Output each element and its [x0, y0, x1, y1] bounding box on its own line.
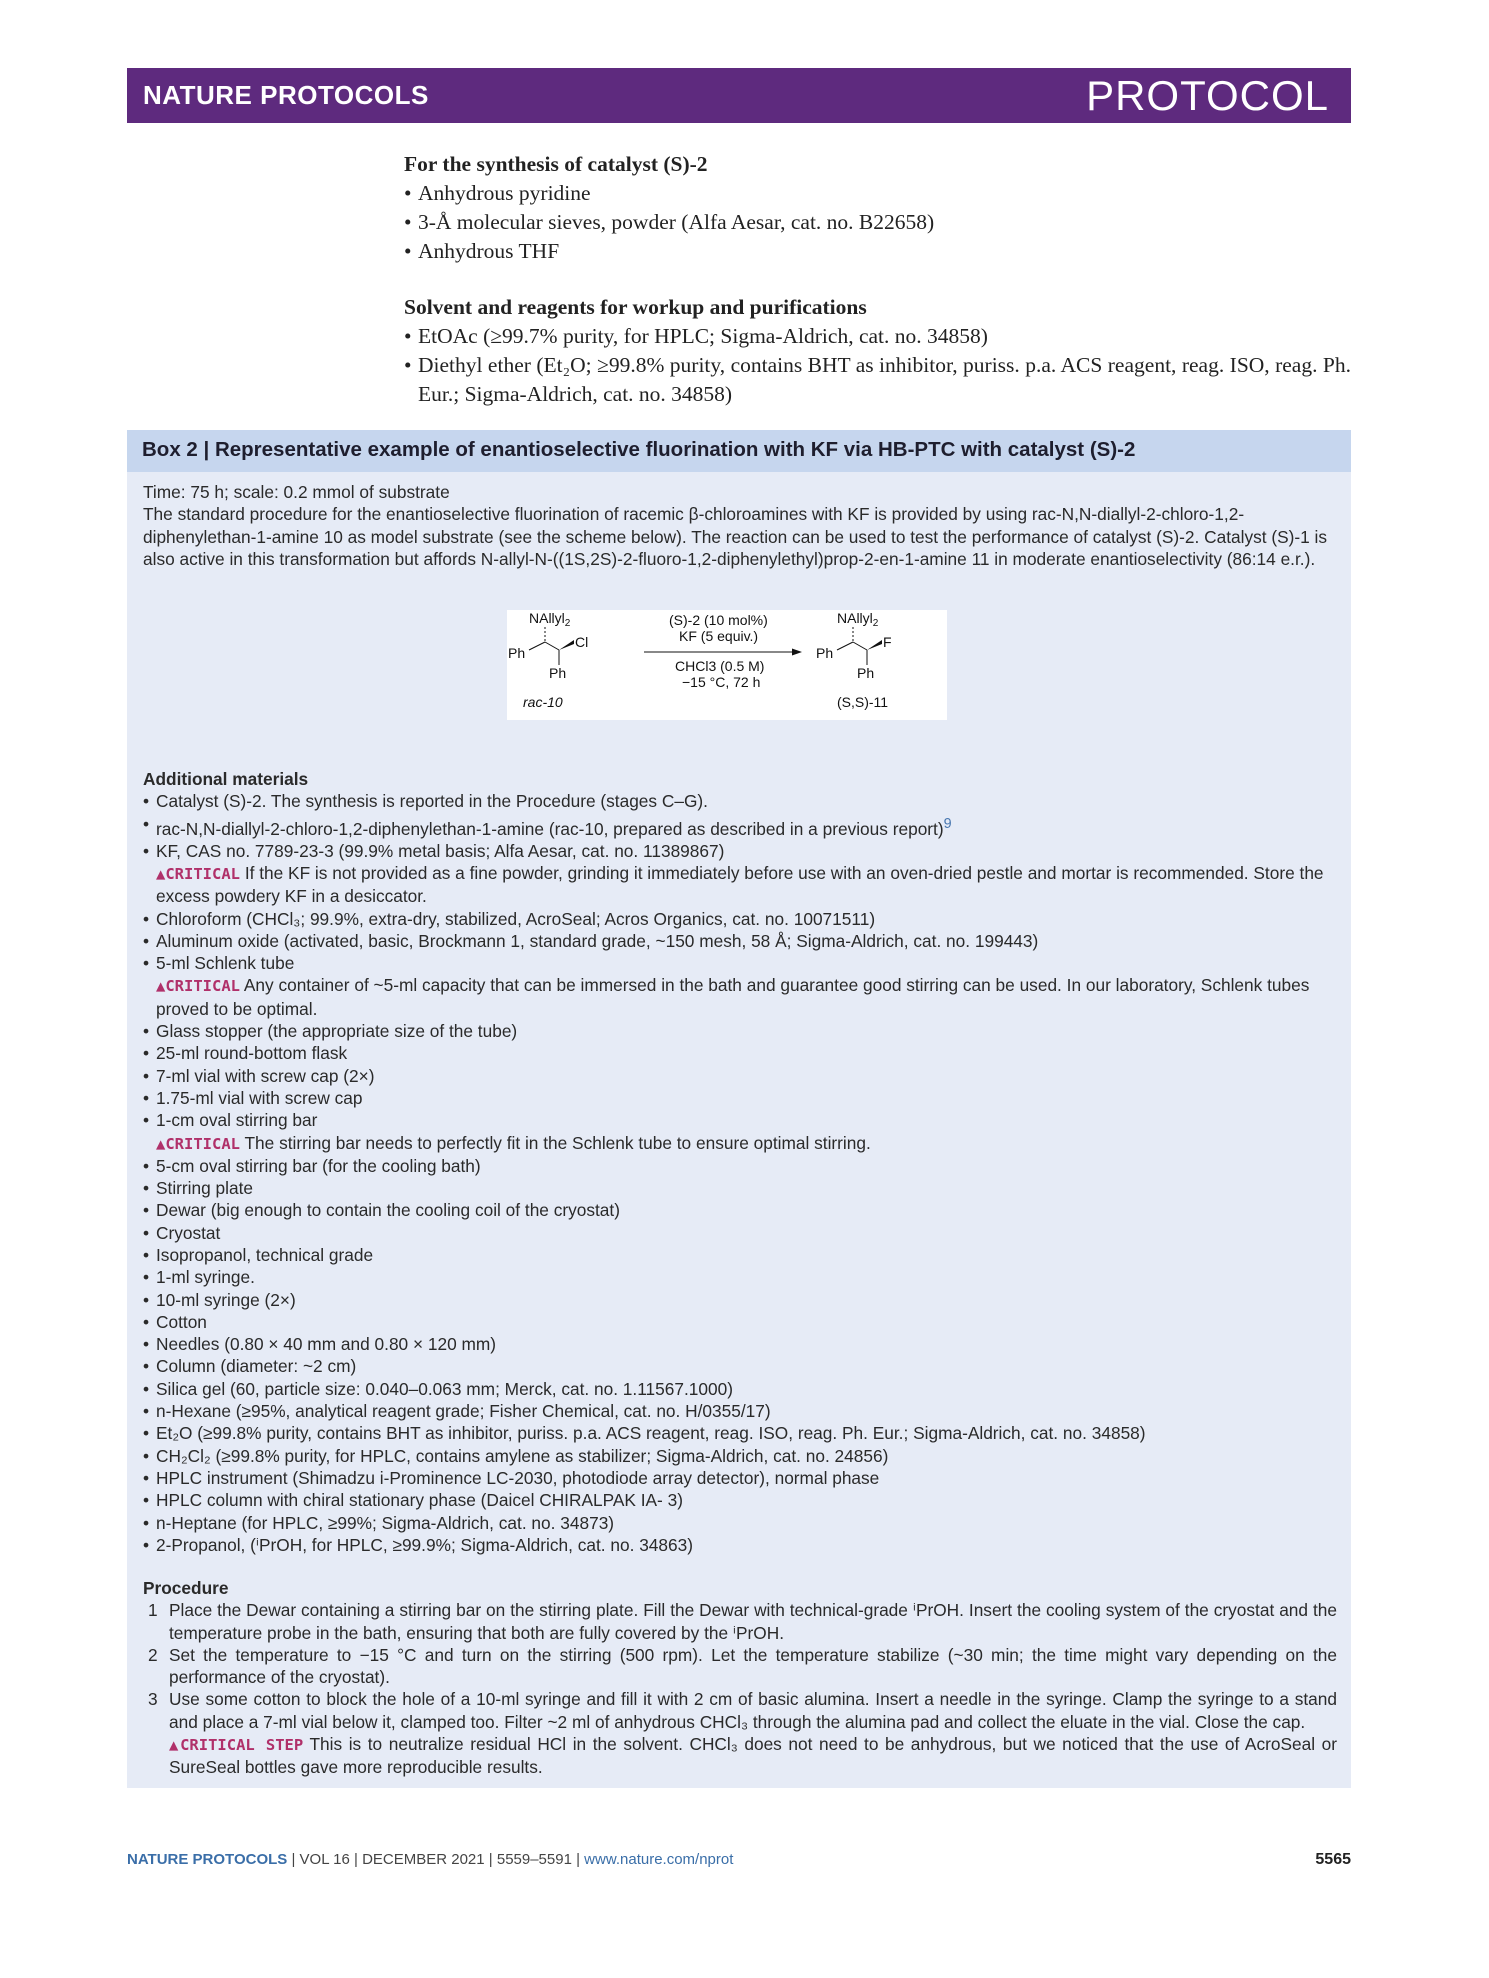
material-item: [143, 1155, 1337, 1177]
material-text: HPLC instrument (Shimadzu i-Prominence LC-2030, photodiode array detector), normal phase: [156, 1467, 880, 1488]
material-item: [143, 813, 1337, 840]
material-item: [143, 840, 1337, 862]
critical-step-note: [169, 1733, 1337, 1779]
material-text: Glass stopper (the appropriate size of the tube): [156, 1021, 518, 1042]
material-item: [143, 1311, 1337, 1333]
material-text: Dewar (big enough to contain the cooling coil of the cryostat): [156, 1200, 620, 1221]
condition-temperature: −15 °C, 72 h: [682, 674, 761, 690]
material-item: [143, 908, 1337, 930]
material-item: [143, 1445, 1337, 1467]
material-text: CH₂Cl₂ (≥99.8% purity, for HPLC, contains amylene as stabilizer; Sigma-Aldrich, cat. no. 24856): [156, 1445, 889, 1466]
material-item: [143, 1355, 1337, 1377]
material-item: [143, 1289, 1337, 1311]
critical-step-tag: ▲CRITICAL STEP: [169, 1736, 304, 1755]
footer-info: | VOL 16 | DECEMBER 2021 | 5559–5591 |: [287, 1851, 585, 1868]
top-materials: [404, 150, 1351, 409]
material-item: [143, 1087, 1337, 1109]
material-item: [143, 1222, 1337, 1244]
journal-name: NATURE PROTOCOLS: [143, 80, 429, 110]
material-item: [143, 1266, 1337, 1288]
product-bond: [853, 642, 867, 650]
box-2: [127, 430, 1351, 1788]
materials-list: [143, 790, 1337, 1556]
product-amine: NAllyl$_2$: [837, 610, 879, 629]
material-text: Isopropanol, technical grade: [156, 1245, 374, 1265]
additional-materials: [143, 768, 1337, 1556]
critical-note: [143, 974, 1337, 1020]
reactant-bond: [545, 642, 559, 650]
footer-url[interactable]: www.nature.com/nprot: [584, 1851, 734, 1868]
step-text: Use some cotton to block the hole of a 10-ml syringe and fill it with 2 cm of basic alumina. Insert a needle in the syringe. Clamp the syringe to a stand and place a 7-ml vial below it, clamped too. Filter ~2 ml of anhydrous CHCl₃ through the alumina pad and collect the eluate in the vial. Close the cap.: [169, 1689, 1337, 1732]
material-item: [143, 1109, 1337, 1131]
reactant-phenyl: Ph: [508, 645, 526, 661]
section-title: Solvent and reagents for workup and purifications: [404, 295, 867, 319]
product-fluoro: F: [883, 634, 892, 650]
box-time: Time: 75 h; scale: 0.2 mmol of substrate: [143, 482, 450, 502]
material-item: [143, 1333, 1337, 1355]
material-text: Chloroform (CHCl₃; 99.9%, extra-dry, stabilized, AcroSeal; Acros Organics, cat. no. 10071511): [156, 908, 876, 929]
section-title: For the synthesis of catalyst (S)-2: [404, 152, 708, 176]
material-text: Aluminum oxide (activated, basic, Brockmann 1, standard grade, ~150 mesh, 58 Å; Sigma-Aldrich, cat. no. 199443): [156, 930, 1039, 951]
page-number: 5565: [1315, 1851, 1351, 1868]
box-intro: [143, 481, 1337, 570]
material-item: [143, 952, 1337, 974]
material-item: [143, 790, 1337, 812]
procedure: [143, 1577, 1337, 1779]
product-stereo-wedge: [867, 640, 882, 650]
procedure-title: Procedure: [143, 1578, 229, 1598]
material-text: Cryostat: [156, 1222, 221, 1243]
material-item: [143, 1378, 1337, 1400]
critical-tag: ▲CRITICAL: [156, 1134, 240, 1153]
procedure-step: [143, 1688, 1337, 1778]
step-text: Place the Dewar containing a stirring bar on the stirring plate. Fill the Dewar with technical-grade ⁱPrOH. Insert the cooling system of the cryostat and the temperature probe in the bath, ensuring that both are fully covered by the ⁱPrOH.: [169, 1600, 1337, 1643]
condition-kf: KF (5 equiv.): [679, 628, 759, 644]
material-item: [143, 1512, 1337, 1534]
reactant-stereo-wedge: [559, 640, 574, 650]
material-item: • Anhydrous THF: [404, 237, 1351, 266]
critical-text: The stirring bar needs to perfectly fit in the Schlenk tube to ensure optimal stirring.: [244, 1132, 871, 1153]
product-bond: [837, 642, 853, 650]
critical-step-text: This is to neutralize residual HCl in the solvent. CHCl₃ does not need to be anhydrous, but we noticed that the use of AcroSeal or SureSeal bottles gave more reproducible results.: [169, 1734, 1337, 1778]
critical-tag: ▲CRITICAL: [156, 864, 240, 883]
material-text: 25-ml round-bottom flask: [156, 1043, 348, 1064]
critical-tag: ▲CRITICAL: [156, 977, 240, 996]
material-text: 5-cm oval stirring bar (for the cooling bath): [156, 1155, 481, 1176]
material-item: • Diethyl ether (Et₂O; ≥99.8% purity, contains BHT as inhibitor, puriss. p.a. ACS reagent, reag. ISO, reag. Ph. Eur.; Sigma-Aldrich, cat. no. 34858): [404, 351, 1351, 409]
step-text: Set the temperature to −15 °C and turn on the stirring (500 rpm). Let the temperature stabilize (~30 min; the time might vary depending on the performance of the cryostat).: [169, 1644, 1337, 1688]
product-phenyl: Ph: [816, 645, 834, 661]
material-text: 2-Propanol, (ⁱPrOH, for HPLC, ≥99.9%; Sigma-Aldrich, cat. no. 34863): [156, 1534, 694, 1555]
material-item: [143, 1489, 1337, 1511]
materials-title: Additional materials: [143, 769, 309, 789]
material-text: 1-ml syringe.: [156, 1267, 255, 1288]
reactant-chloro: Cl: [575, 634, 589, 650]
reactant-label: rac-10: [523, 694, 563, 710]
step-number: 3: [148, 1689, 158, 1710]
critical-text: If the KF is not provided as a fine powder, grinding it immediately before use with an oven-dried pestle and mortar is recommended. Store the excess powdery KF in a desiccator.: [156, 862, 1324, 907]
reactant-phenyl: Ph: [549, 665, 567, 681]
material-text: rac-N,N-diallyl-2-chloro-1,2-diphenylethan-1-amine (rac-10, prepared as described in a previous report): [156, 818, 944, 839]
material-text: Cotton: [156, 1311, 207, 1332]
article-type: PROTOCOL: [1086, 72, 1329, 119]
material-text: 7-ml vial with screw cap (2×): [156, 1065, 375, 1086]
material-item: [143, 1199, 1337, 1221]
arrow-head: [792, 649, 802, 656]
product-label: (S,S)-11: [837, 694, 889, 710]
box-title-bar: [127, 430, 1351, 472]
critical-note: [143, 862, 1337, 908]
material-item: [143, 1467, 1337, 1489]
journal-header: [127, 68, 1351, 123]
material-list: [404, 179, 1351, 266]
box-title: Box 2 | Representative example of enantioselective fluorination with KF via HB-PTC with catalyst (S)-2: [142, 438, 1136, 461]
step-number: 1: [148, 1600, 158, 1621]
material-item: [143, 1177, 1337, 1199]
material-text: 1.75-ml vial with screw cap: [156, 1087, 363, 1108]
material-item: [143, 1042, 1337, 1064]
material-text: 10-ml syringe (2×): [156, 1289, 296, 1310]
material-item: • EtOAc (≥99.7% purity, for HPLC; Sigma-Aldrich, cat. no. 34858): [404, 322, 1351, 351]
material-text: Column (diameter: ~2 cm): [156, 1356, 357, 1377]
material-text: Catalyst (S)-2. The synthesis is reported in the Procedure (stages C–G).: [156, 791, 708, 812]
material-item: • Anhydrous pyridine: [404, 179, 1351, 208]
material-item: [143, 1534, 1337, 1556]
material-item: [143, 930, 1337, 952]
condition-solvent: CHCl3 (0.5 M): [675, 658, 765, 674]
procedure-list: [143, 1599, 1337, 1778]
material-item: • 3-Å molecular sieves, powder (Alfa Aesar, cat. no. B22658): [404, 208, 1351, 237]
material-item: [143, 1422, 1337, 1444]
material-text: HPLC column with chiral stationary phase (Daicel CHIRALPAK IA- 3): [156, 1490, 683, 1511]
material-text: 1-cm oval stirring bar: [156, 1110, 318, 1131]
material-text: Stirring plate: [156, 1178, 254, 1199]
reference-link[interactable]: 9: [943, 815, 952, 832]
procedure-step: [143, 1599, 1337, 1644]
material-text: n-Heptane (for HPLC, ≥99%; Sigma-Aldrich, cat. no. 34873): [156, 1512, 615, 1533]
reactant-bond: [529, 642, 545, 650]
procedure-step: [143, 1644, 1337, 1689]
reactant-amine: NAllyl$_2$: [529, 610, 571, 629]
material-item: [143, 1244, 1337, 1266]
product-phenyl: Ph: [857, 665, 875, 681]
material-text: Et₂O (≥99.8% purity, contains BHT as inhibitor, puriss. p.a. ACS reagent, reag. ISO, reag. Ph. Eur.; Sigma-Aldrich, cat. no. 34858): [156, 1423, 1146, 1444]
material-text: KF, CAS no. 7789-23-3 (99.9% metal basis; Alfa Aesar, cat. no. 11389867): [156, 840, 725, 861]
material-text: n-Hexane (≥95%, analytical reagent grade; Fisher Chemical, cat. no. H/0355/17): [156, 1401, 771, 1422]
material-item: [143, 1020, 1337, 1042]
material-text: Silica gel (60, particle size: 0.040–0.063 mm; Merck, cat. no. 1.11567.1000): [156, 1378, 733, 1399]
step-number: 2: [148, 1644, 158, 1665]
box-intro-text: The standard procedure for the enantioselective fluorination of racemic β-chloroamines with KF is provided by using rac-N,N-diallyl-2-chloro-1,2-diphenylethan-1-amine 10 as model substrate (see the scheme below). The reaction can be used to test the performance of catalyst (S)-2. Catalyst (S)-1 is also active in this transformation but affords N-allyl-N-((1S,2S)-2-fluoro-1,2-diphenylethyl)prop-2-en-1-amine 11 in moderate enantioselectivity (86:14 e.r.).: [143, 504, 1328, 569]
material-list: [404, 322, 1351, 409]
condition-catalyst: (S)-2 (10 mol%): [669, 612, 768, 628]
material-text: 5-ml Schlenk tube: [156, 953, 295, 974]
page-footer: [127, 1851, 1351, 1868]
reaction-scheme: [507, 610, 947, 720]
footer-journal: NATURE PROTOCOLS: [127, 1851, 288, 1868]
critical-text: Any container of ~5-ml capacity that can be immersed in the bath and guarantee good stirring can be used. In our laboratory, Schlenk tubes proved to be optimal.: [156, 975, 1310, 1019]
critical-note: [143, 1132, 1337, 1155]
material-text: Needles (0.80 × 40 mm and 0.80 × 120 mm): [156, 1334, 497, 1355]
material-item: [143, 1065, 1337, 1087]
material-item: [143, 1400, 1337, 1422]
